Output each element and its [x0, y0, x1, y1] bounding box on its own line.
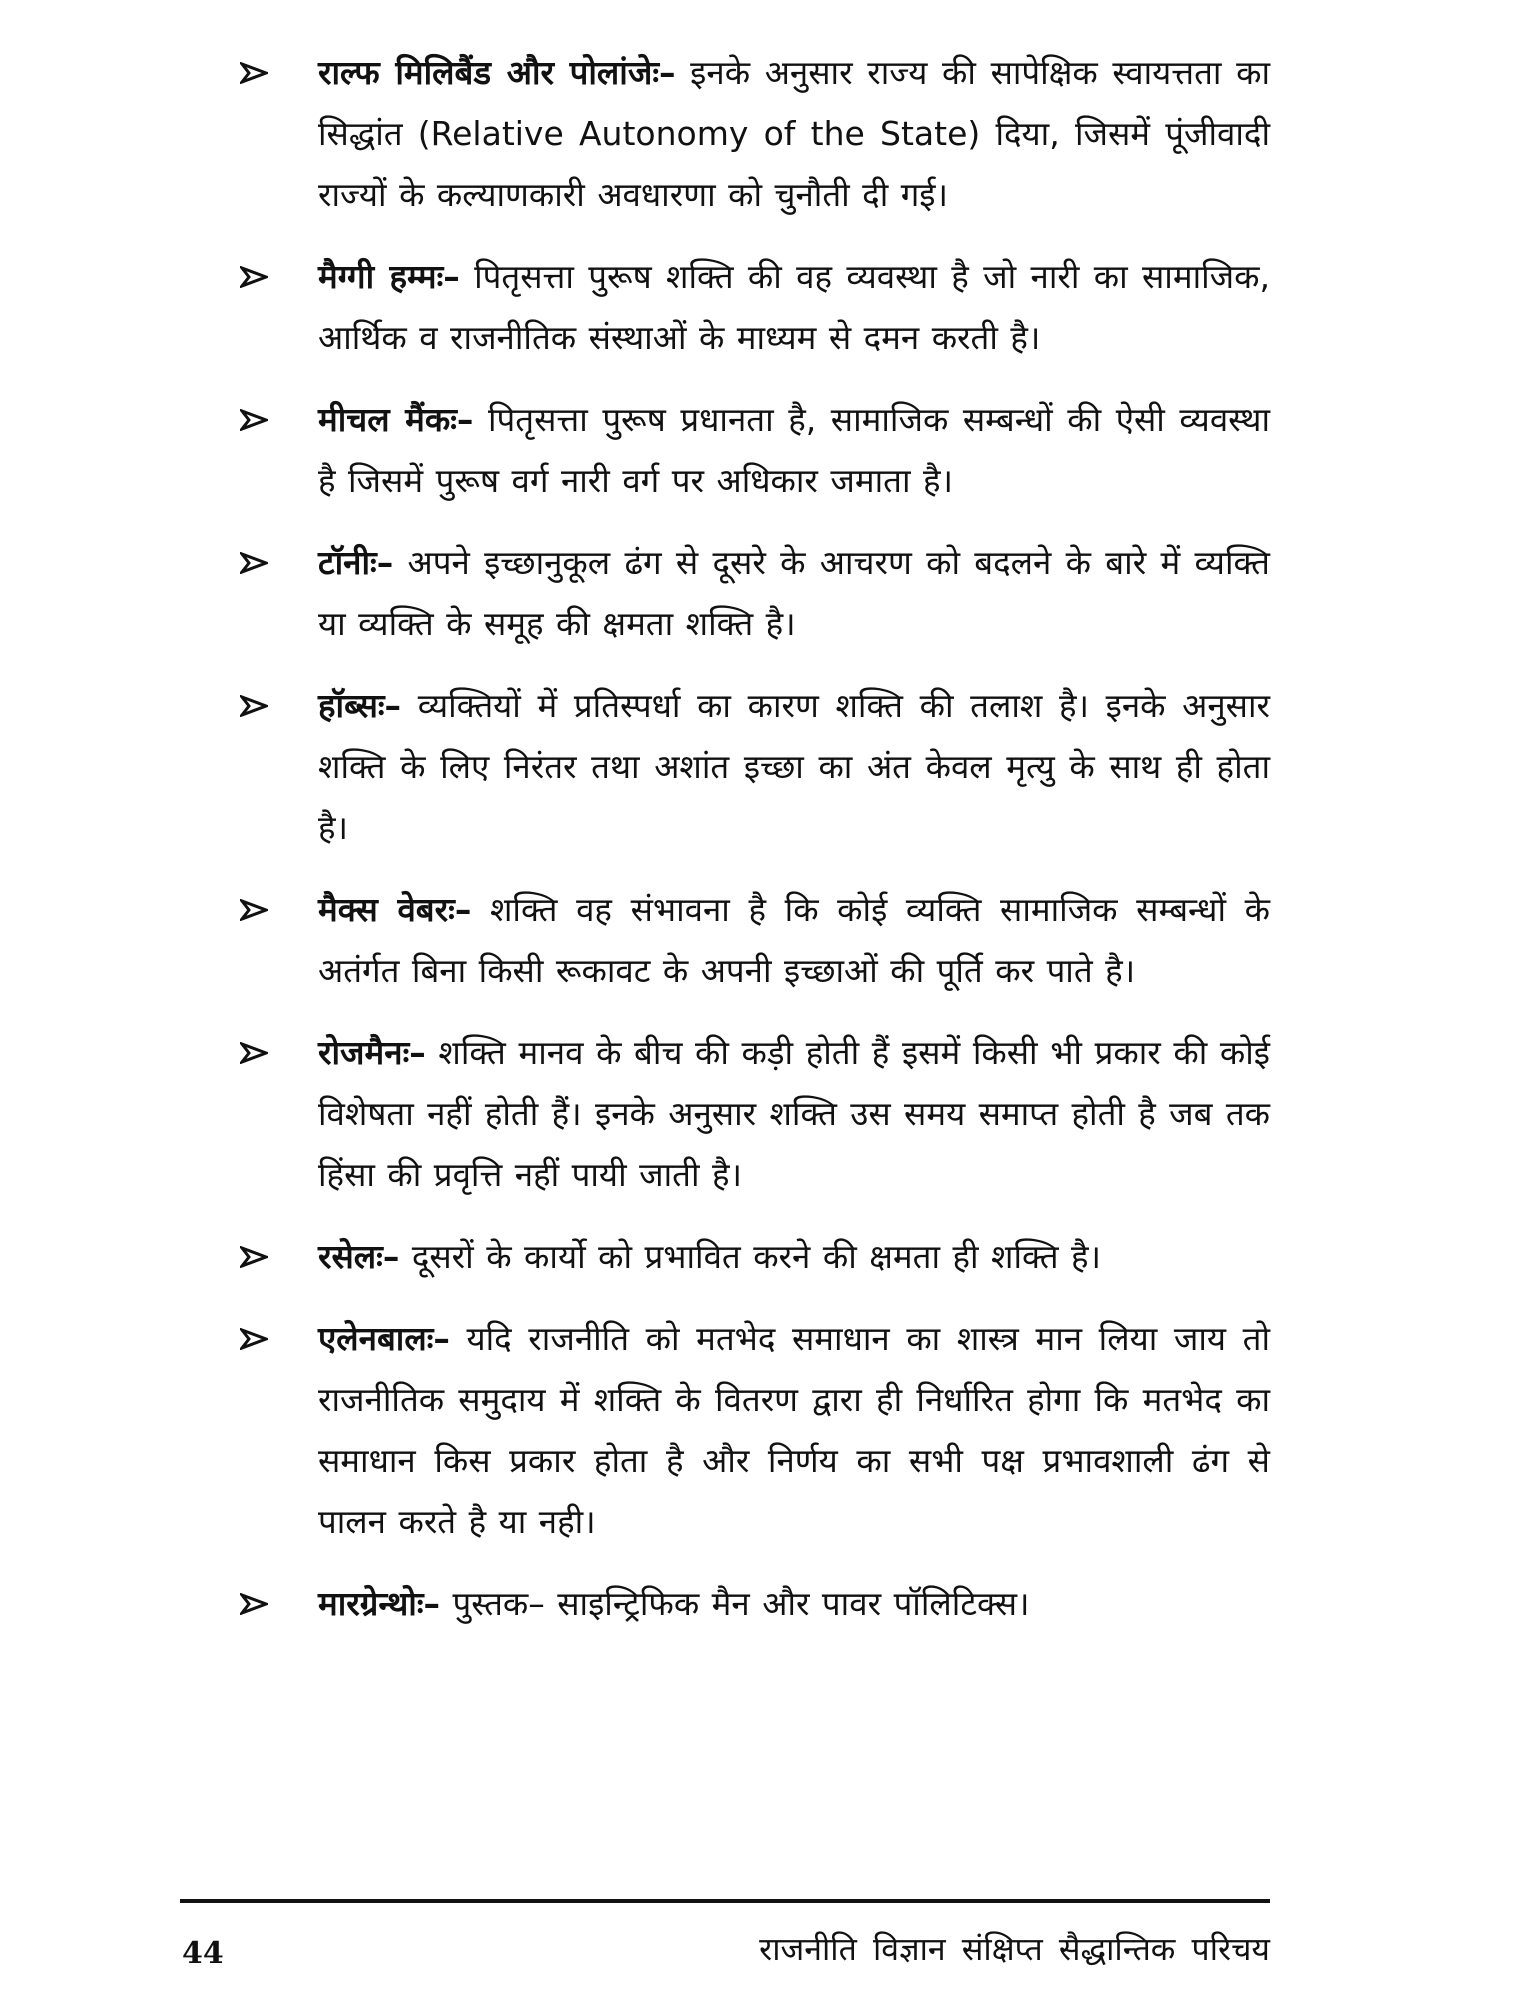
- definition-text: शक्ति मानव के बीच की कड़ी होती हैं इसमें किसी भी प्रकार की कोई विशेषता नहीं होती हैं। इनके अनुसार शक्ति उस समय समाप्त होती है जब तक हिंसा की प्रवृत्ति नहीं पायी जाती है।: [318, 1033, 1270, 1194]
- definition-item-6: [240, 879, 1270, 1001]
- definition-text: दूसरों के कार्यो को प्रभावित करने की क्षमता ही शक्ति है।: [399, 1237, 1102, 1276]
- definition-item-1: [240, 42, 1270, 225]
- definition-term: रसेलः–: [318, 1237, 400, 1276]
- definition-item-10: [240, 1573, 1270, 1634]
- definitions-list: [240, 42, 1270, 1655]
- arrowhead-bullet-icon: [240, 246, 280, 307]
- definition-text: पितृसत्ता पुरूष शक्ति की वह व्यवस्था है जो नारी का सामाजिक, आर्थिक व राजनीतिक संस्थाओं के माध्यम से दमन करती है।: [318, 257, 1270, 357]
- definition-term: एलेनबालः–: [318, 1319, 450, 1358]
- definition-item-7: [240, 1022, 1270, 1205]
- definition-item-3: [240, 389, 1270, 511]
- definition-item-4: [240, 532, 1270, 654]
- arrowhead-bullet-icon: [240, 879, 280, 940]
- running-title: राजनीति विज्ञान संक्षिप्त सैद्धान्तिक परिचय: [759, 1930, 1270, 1968]
- arrowhead-bullet-icon: [240, 1573, 280, 1634]
- definition-term: मीचल मैंकः–: [318, 400, 474, 439]
- arrowhead-bullet-icon: [240, 42, 280, 103]
- footer-rule: [180, 1899, 1270, 1903]
- definition-text: पितृसत्ता पुरूष प्रधानता है, सामाजिक सम्बन्धों की ऐसी व्यवस्था है जिसमें पुरूष वर्ग नारी वर्ग पर अधिकार जमाता है।: [318, 400, 1270, 500]
- definition-item-8: [240, 1226, 1270, 1287]
- definition-item-5: [240, 675, 1270, 858]
- definition-term: हॉब्सः–: [318, 686, 402, 725]
- arrowhead-bullet-icon: [240, 532, 280, 593]
- definition-text: पुस्तक– साइन्ट्रिफिक मैन और पावर पॉलिटिक्स।: [440, 1584, 1030, 1623]
- arrowhead-bullet-icon: [240, 1226, 280, 1287]
- definition-text: इनके अनुसार राज्य की सापेक्षिक स्वायत्तता का सिद्धांत (Relative Autonomy of the State) दिया, जिसमें पूंजीवादी राज्यों के कल्याणकारी अवधारणा को चुनौती दी गई।: [318, 53, 1270, 214]
- definition-text: शक्ति वह संभावना है कि कोई व्यक्ति सामाजिक सम्बन्धों के अतंर्गत बिना किसी रूकावट के अपनी इच्छाओं की पूर्ति कर पाते है।: [318, 890, 1271, 990]
- definition-text: यदि राजनीति को मतभेद समाधान का शास्त्र मान लिया जाय तो राजनीतिक समुदाय में शक्ति के वितरण द्वारा ही निर्धारित होगा कि मतभेद का समाधान किस प्रकार होता है और निर्णय का सभी पक्ष प्रभावशाली ढंग से पालन करते है या नही।: [318, 1319, 1270, 1541]
- arrowhead-bullet-icon: [240, 1308, 280, 1369]
- definition-text: व्यक्तियों में प्रतिस्पर्धा का कारण शक्ति की तलाश है। इनके अनुसार शक्ति के लिए निरंतर तथा अशांत इच्छा का अंत केवल मृत्यु के साथ ही होता है।: [318, 686, 1270, 847]
- definition-text: अपने इच्छानुकूल ढंग से दूसरे के आचरण को बदलने के बारे में व्यक्ति या व्यक्ति के समूह की क्षमता शक्ति है।: [318, 543, 1270, 643]
- definition-item-9: [240, 1308, 1270, 1552]
- definition-term: मैक्स वेबरः–: [318, 890, 472, 929]
- arrowhead-bullet-icon: [240, 389, 280, 450]
- definition-term: राल्फ मिलिबैंड और पोलांजेः–: [318, 53, 676, 92]
- page-number: 44: [182, 1936, 224, 1971]
- definition-term: रोजमैनः–: [318, 1033, 426, 1072]
- definition-term: मैग्गी हम्मः–: [318, 257, 460, 296]
- definition-item-2: [240, 246, 1270, 368]
- definition-term: टॉनीः–: [318, 543, 394, 582]
- arrowhead-bullet-icon: [240, 1022, 280, 1083]
- definition-term: मारग्रेन्थोः–: [318, 1584, 441, 1623]
- arrowhead-bullet-icon: [240, 675, 280, 736]
